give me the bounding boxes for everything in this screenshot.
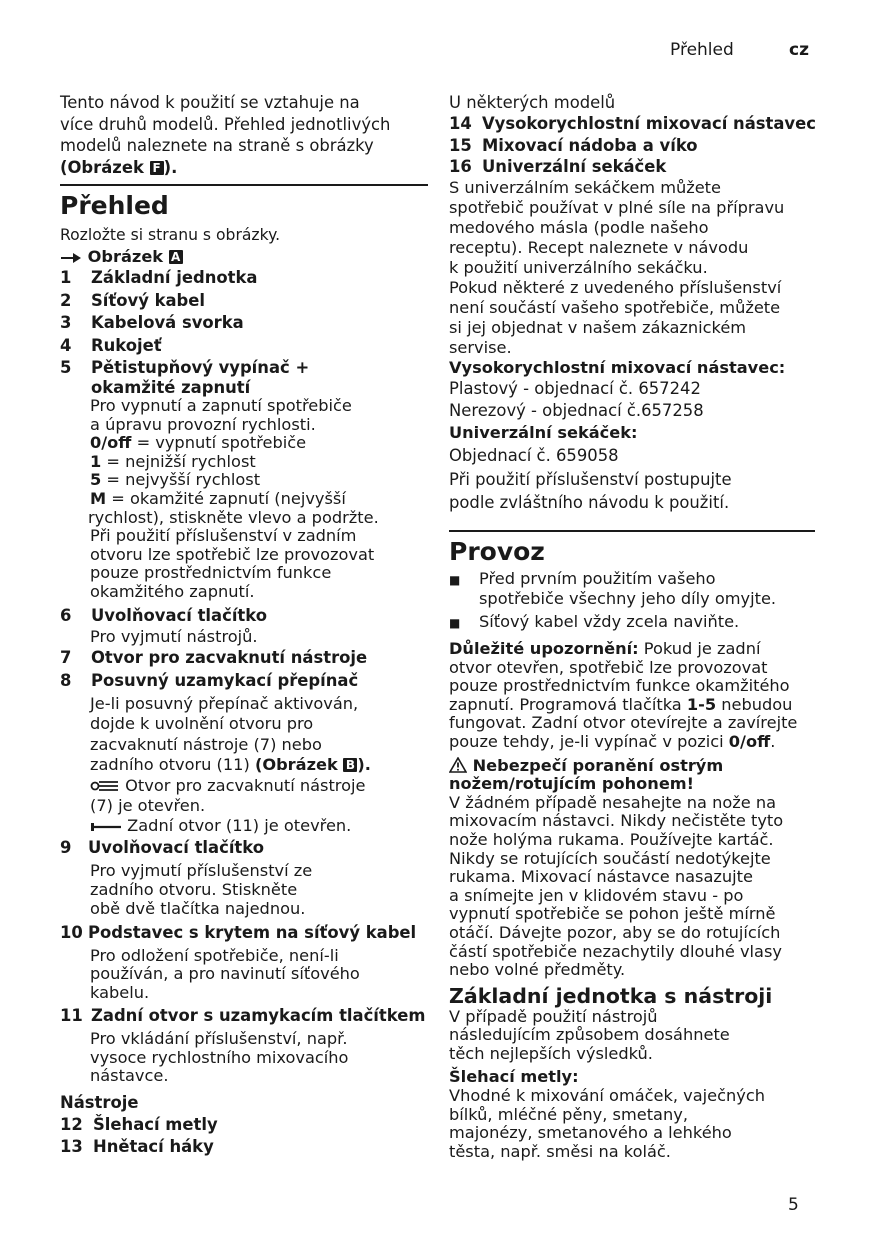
intro-figure-ref: (Obrázek F ). xyxy=(60,157,178,177)
list-item: ■ Před prvním použitím vašeho spotřebiče všechny jeho díly omyjte. xyxy=(449,568,777,608)
list-item: 13 Hnětací háky xyxy=(60,1137,214,1157)
figure-letter-a: A xyxy=(169,250,183,264)
section-heading-operation: Provoz xyxy=(449,536,545,566)
order-number-chopper: Objednací č. 659058 xyxy=(449,445,619,465)
page-header xyxy=(0,40,874,64)
page-number: 5 xyxy=(788,1195,799,1215)
item9-description: Pro vyjmutí příslušenství ze zadního otvoru. Stiskněte obě dvě tlačítka najednou. xyxy=(90,861,313,918)
list-item: 15 Mixovací nádoba a víko xyxy=(449,135,698,155)
order-heading-blender: Vysokorychlostní mixovací nástavec: xyxy=(449,357,786,377)
some-models-note: U některých modelů xyxy=(449,93,616,112)
basic-unit-paragraph: V případě použití nástrojů následujícím způsobem dosáhnete těch nejlepších výsledků. xyxy=(449,1006,730,1063)
important-note: Důležité upozornění: Pokud je zadní otvor otevřen, spotřebič lze provozovat pouze prostřednictvím funkce okamžitého zapnutí. Programová tlačítka 1-5 nebudou fungovat. Zadní otvor otevírejte a zavírejte pouze tehdy, je-li vypínač v pozici 0/off. xyxy=(449,639,798,751)
item11-description: Pro vkládání příslušenství, např. vysoce rychlostního mixovacího nástavce. xyxy=(90,1028,349,1086)
section-divider xyxy=(60,184,428,186)
section-heading-basic-unit: Základní jednotka s nástroji xyxy=(449,983,773,1008)
list-item: 7 Otvor pro zacvaknutí nástroje xyxy=(60,648,368,668)
section-heading-overview: Přehled xyxy=(60,191,169,220)
warning-block: Nebezpečí poranění ostrým nožem/rotujícím pohonem! V žádném případě nesahejte na nože na mixovacím nástavci. Nikdy nečistěte tyto nože holýma rukama. Používejte kartáč. Nikdy se rotujících součástí nedotýkejte rukama. Mixovací nástavce nasazujte a snímejte jen v klidovém stavu - po vypnutí spotřebiče se pohon ještě mírně otáčí. Dávejte pozor, aby se do rotujících částí spotřebiče nezachytily dlouhé vlasy nebo volné předměty. xyxy=(449,755,784,980)
arrow-right-icon xyxy=(60,252,82,264)
list-item: 4 Rukojeť xyxy=(60,335,162,355)
bullet-square-icon: ■ xyxy=(449,572,461,587)
order-heading-chopper: Univerzální sekáček: xyxy=(449,422,638,442)
accessory-note: Při použití příslušenství postupujte podle zvláštního návodu k použití. xyxy=(449,469,732,512)
list-item: 3 Kabelová svorka xyxy=(60,313,244,332)
whisk-paragraph: Vhodné k mixování omáček, vaječných bílků, mléčné pěny, smetany, majonézy, smetanového a lehkého těsta, např. směsi na koláč. xyxy=(449,1086,766,1161)
header-language: cz xyxy=(789,40,809,60)
list-item: 12 Šlehací metly xyxy=(60,1114,218,1134)
item5-title-line2: okamžité zapnutí xyxy=(91,378,251,397)
intro-paragraph: Tento návod k použití se vztahuje na více druhů modelů. Přehled jednotlivých modelů naleznete na straně s obrázky (Obrázek F ). xyxy=(60,92,428,178)
figure-letter-b: B xyxy=(343,758,357,772)
warning-triangle-icon xyxy=(449,757,467,773)
list-item: 5 Pětistupňový vypínač + xyxy=(60,358,310,377)
rear-opening-open-icon xyxy=(90,821,122,833)
item8-description: Je-li posuvný přepínač aktivován, dojde k uvolnění otvoru pro zacvaknutí nástroje (7) nebo zadního otvoru (11) (Obrázek B ). Otvor pro zacvaknutí nástroje (7) je otevřen. Zadní otvor (11) je otevřen. xyxy=(90,694,371,836)
tool-slot-open-icon xyxy=(90,779,120,793)
list-item: 1 Základní jednotka xyxy=(60,268,258,287)
item10-description: Pro odložení spotřebiče, není-li používán, a pro navinutí síťového kabelu. xyxy=(90,945,360,1002)
list-item: 14 Vysokorychlostní mixovací nástavec xyxy=(449,114,816,133)
bullet-square-icon: ■ xyxy=(449,615,461,630)
list-item: 9 Uvolňovací tlačítko xyxy=(60,837,264,857)
item6-description: Pro vyjmutí nástrojů. xyxy=(90,627,258,647)
list-item: 11 Zadní otvor s uzamykacím tlačítkem xyxy=(60,1006,426,1026)
header-title: Přehled xyxy=(670,40,734,60)
list-item: 2 Síťový kabel xyxy=(60,290,206,310)
unfold-note: Rozložte si stranu s obrázky. xyxy=(60,226,281,244)
list-item: 10 Podstavec s krytem na síťový kabel xyxy=(60,923,417,943)
list-item: 16 Univerzální sekáček xyxy=(449,157,667,176)
figure-letter-f: F xyxy=(150,161,164,175)
whisk-heading: Šlehací metly: xyxy=(449,1067,579,1087)
figure-a-ref: Obrázek A xyxy=(60,247,428,267)
universal-chopper-paragraph: S univerzálním sekáčkem můžete spotřebič používat v plné síle na přípravu medového másla (podle našeho receptu). Recept naleznete v návodu k použití univerzálního sekáčku. Pokud některé z uvedeného příslušenství není součástí vašeho spotřebiče, můžete si jej objednat v našem zákaznickém servise. xyxy=(449,177,785,357)
section-divider xyxy=(449,530,815,532)
list-item: ■ Síťový kabel vždy zcela naviňte. xyxy=(449,612,829,634)
item5-description: Pro vypnutí a zapnutí spotřebiče a úpravu provozní rychlosti. 0/off = vypnutí spotřebiče 1 = nejnižší rychlost 5 = nejvyšší rychlost M = okamžité zapnutí (nejvyšší rychlost), stiskněte vlevo a podržte. Při použití příslušenství v zadním otvoru lze spotřebič lze provozovat pouze prostřednictvím funkce okamžitého zapnutí. xyxy=(88,396,379,601)
tools-heading: Nástroje xyxy=(60,1092,139,1112)
list-item: 8 Posuvný uzamykací přepínač xyxy=(60,670,359,690)
list-item: 6 Uvolňovací tlačítko xyxy=(60,605,267,625)
left-column xyxy=(60,92,428,1159)
right-column xyxy=(449,92,829,1161)
order-numbers-blender: Plastový - objednací č. 657242 Nerezový - objednací č.657258 xyxy=(449,378,704,420)
